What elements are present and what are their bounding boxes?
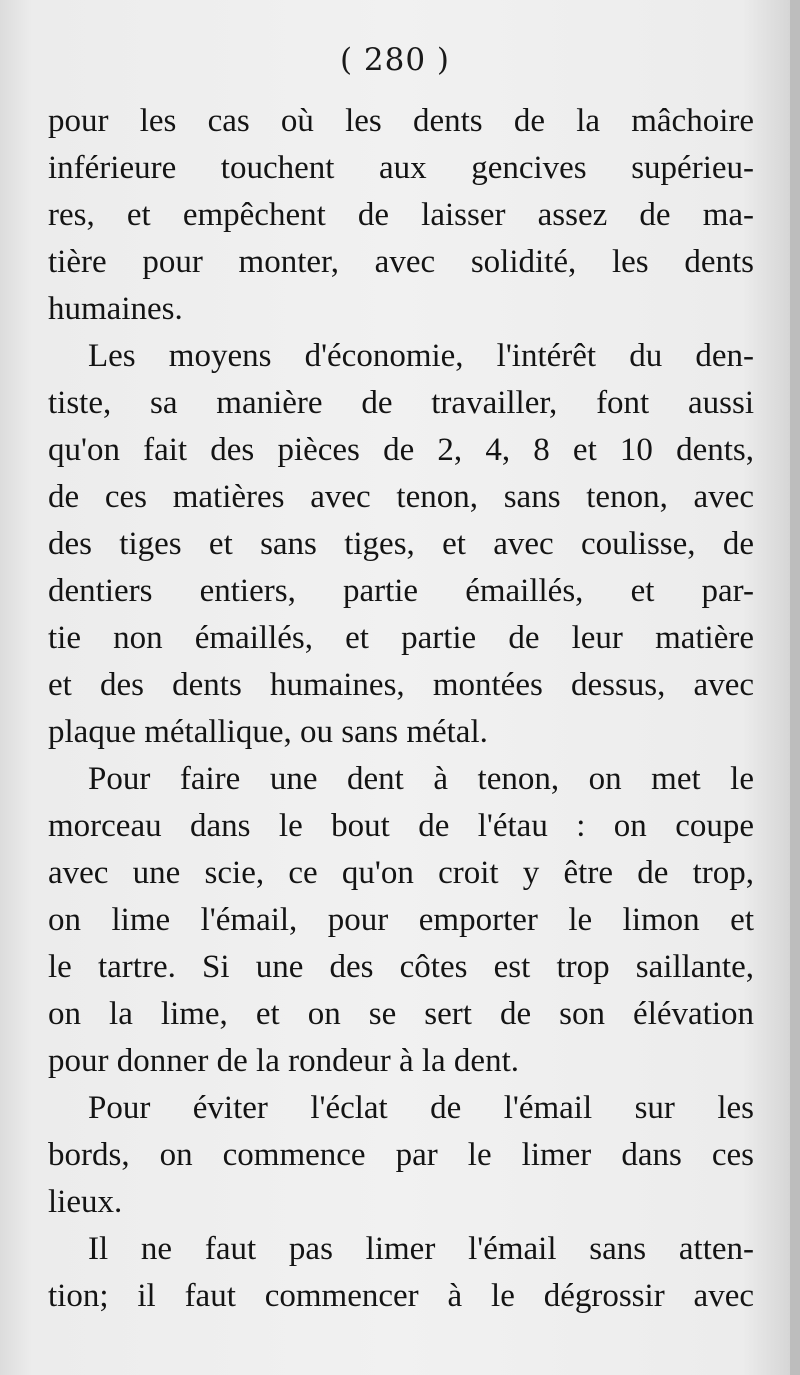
text-line: qu'on fait des pièces de 2, 4, 8 et 10 dents, bbox=[48, 432, 754, 468]
text-line: tière pour monter, avec solidité, les dents bbox=[48, 244, 754, 280]
page-edge bbox=[790, 0, 800, 1375]
body-text bbox=[48, 98, 754, 1320]
text-line: on lime l'émail, pour emporter le limon et bbox=[48, 902, 754, 938]
text-line: res, et empêchent de laisser assez de ma- bbox=[48, 197, 754, 233]
text-line: Pour faire une dent à tenon, on met le bbox=[88, 761, 754, 797]
text-line: et des dents humaines, montées dessus, avec bbox=[48, 667, 754, 703]
text-line: tiste, sa manière de travailler, font aussi bbox=[48, 385, 754, 421]
text-line: on la lime, et on se sert de son élévation bbox=[48, 996, 754, 1032]
paragraph-5 bbox=[48, 1226, 754, 1320]
paragraph-4 bbox=[48, 1085, 754, 1226]
text-line: de ces matières avec tenon, sans tenon, avec bbox=[48, 479, 754, 515]
paragraph-1 bbox=[48, 98, 754, 333]
text-line: humaines. bbox=[48, 291, 183, 327]
text-line: tie non émaillés, et partie de leur matière bbox=[48, 620, 754, 656]
text-line: inférieure touchent aux gencives supérieu- bbox=[48, 150, 754, 186]
text-line: le tartre. Si une des côtes est trop saillante, bbox=[48, 949, 754, 985]
paragraph-3 bbox=[48, 756, 754, 1085]
text-line: Il ne faut pas limer l'émail sans atten- bbox=[88, 1231, 754, 1267]
text-line: morceau dans le bout de l'étau : on coupe bbox=[48, 808, 754, 844]
page-number: ( 280 ) bbox=[339, 42, 451, 78]
text-line: tion; il faut commencer à le dégrossir avec bbox=[48, 1278, 754, 1314]
text-line: bords, on commence par le limer dans ces bbox=[48, 1137, 754, 1173]
text-line: lieux. bbox=[48, 1184, 123, 1220]
text-line: plaque métallique, ou sans métal. bbox=[48, 714, 488, 750]
text-line: Les moyens d'économie, l'intérêt du den- bbox=[88, 338, 754, 374]
text-line: pour donner de la rondeur à la dent. bbox=[48, 1043, 519, 1079]
text-line: pour les cas où les dents de la mâchoire bbox=[48, 103, 754, 139]
text-line: dentiers entiers, partie émaillés, et par- bbox=[48, 573, 754, 609]
paragraph-2 bbox=[48, 333, 754, 756]
text-line: des tiges et sans tiges, et avec coulisse, de bbox=[48, 526, 754, 562]
text-line: avec une scie, ce qu'on croit y être de trop, bbox=[48, 855, 754, 891]
text-line: Pour éviter l'éclat de l'émail sur les bbox=[88, 1090, 754, 1126]
